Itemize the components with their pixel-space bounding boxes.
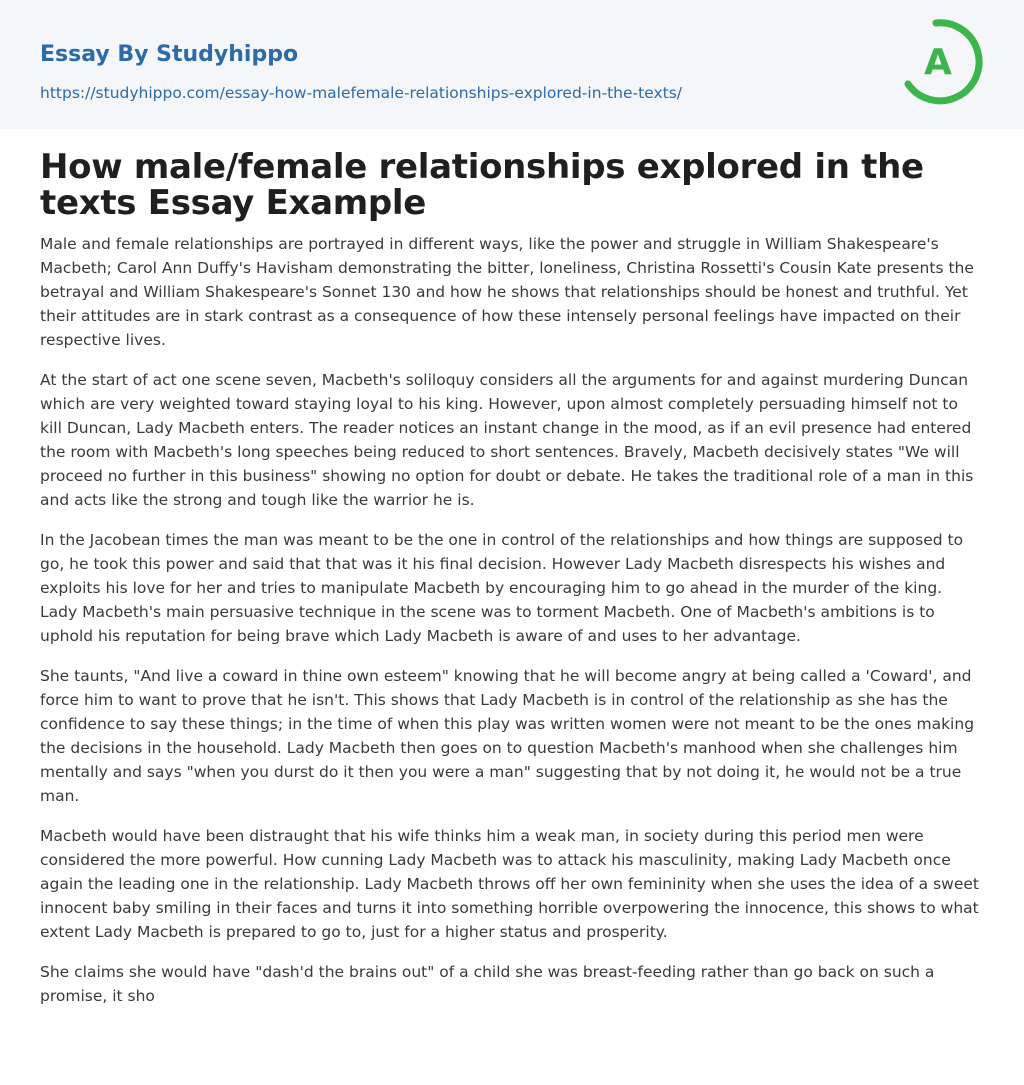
page-url-link[interactable]: https://studyhippo.com/essay-how-malefemale-relationships-explored-in-the-texts/ [40, 84, 683, 102]
paragraph: She claims she would have "dash'd the brains out" of a child she was breast-feeding rather than go back on such a promise, it sho [40, 963, 935, 1005]
page-title: How male/female relationships explored in the texts Essay Example [40, 147, 924, 223]
studyhippo-logo-icon[interactable] [898, 18, 986, 106]
paragraph: Macbeth would have been distraught that his wife thinks him a weak man, in society during this period men were considered the more powerful. How cunning Lady Macbeth was to attack his masculinity, making Lady Macbeth once again the leading one in the relationship. Lady Macbeth throws off her own femininity when she uses the idea of a sweet innocent baby smiling in their faces and turns it into something horrible overpowering the innocence, this shows to what extent Lady Macbeth is prepared to go to, just for a higher status and prosperity. [40, 827, 979, 941]
paragraph: Male and female relationships are portrayed in different ways, like the power and struggle in William Shakespeare's Macbeth; Carol Ann Duffy's Havisham demonstrating the bitter, loneliness, Christina Rossetti's Cousin Kate presents the betrayal and William Shakespeare's Sonnet 130 and how he shows that relationships should be honest and truthful. Yet their attitudes are in stark contrast as a consequence of how these intensely personal feelings have impacted on their respective lives. [40, 235, 974, 349]
paragraph: At the start of act one scene seven, Macbeth's soliloquy considers all the arguments for and against murdering Duncan which are very weighted toward staying loyal to his king. However, upon almost completely persuading himself not to kill Duncan, Lady Macbeth enters. The reader notices an instant change in the mood, as if an evil presence had entered the room with Macbeth's long speeches being reduced to short sentences. Bravely, Macbeth decisively states "We will proceed no further in this business" showing no option for doubt or debate. He takes the traditional role of a man in this and acts like the strong and tough like the warrior he is. [40, 371, 974, 509]
site-header [0, 0, 1024, 129]
article [0, 149, 1024, 1008]
paragraph: She taunts, "And live a coward in thine own esteem" knowing that he will become angry at being called a 'Coward', and force him to want to prove that he isn't. This shows that Lady Macbeth is in control of the relationship as she has the confidence to say these things; in the time of when this play was written women were not meant to be the ones making the decisions in the household. Lady Macbeth then goes on to question Macbeth's manhood when she challenges him mentally and says "when you durst do it then you were a man" suggesting that by not doing it, he would not be a true man. [40, 667, 975, 805]
paragraph: In the Jacobean times the man was meant to be the one in control of the relationships and how things are supposed to go, he took this power and said that that was it his final decision. However Lady Macbeth disrespects his wishes and exploits his love for her and tries to manipulate Macbeth by encouraging him to go ahead in the murder of the king. Lady Macbeth's main persuasive technique in the scene was to torment Macbeth. One of Macbeth's ambitions is to uphold his reputation for being brave which Lady Macbeth is aware of and uses to her advantage. [40, 531, 964, 645]
site-name[interactable]: Essay By Studyhippo [40, 42, 299, 67]
logo-letter: A [924, 42, 952, 83]
